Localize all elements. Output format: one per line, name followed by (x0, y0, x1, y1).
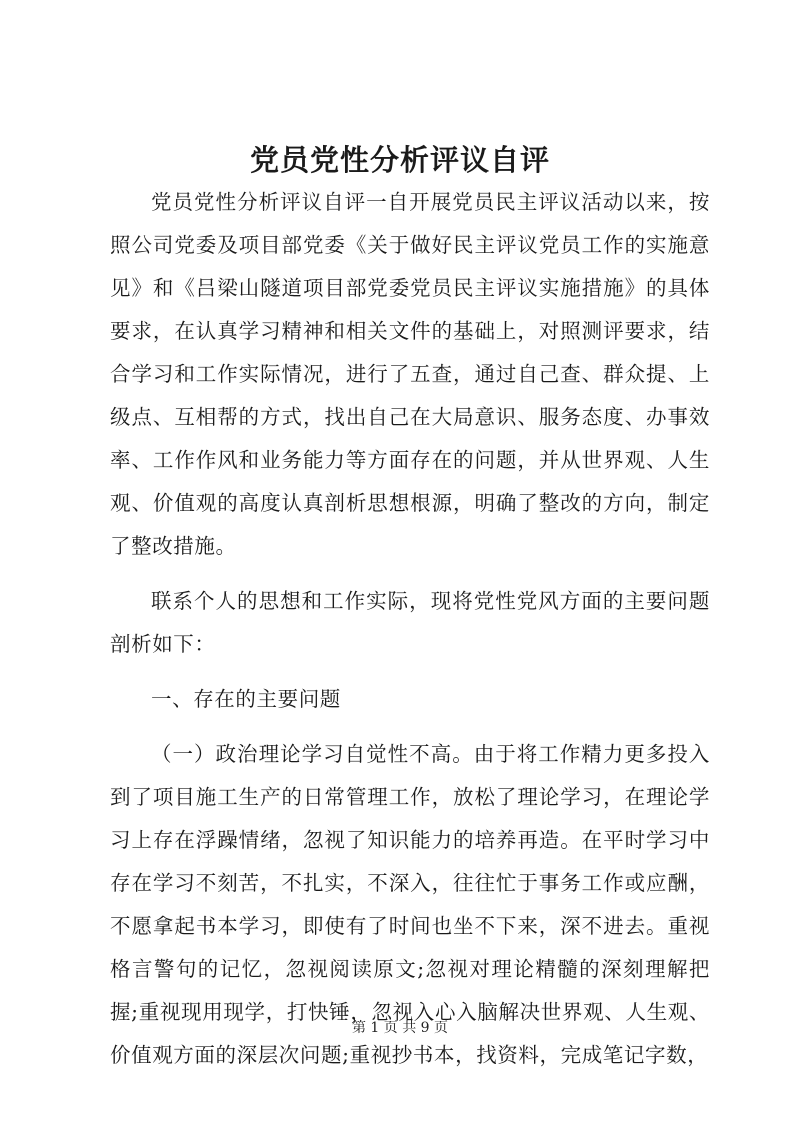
paragraph-spacer (110, 721, 710, 733)
paragraph-problem-1: （一）政治理论学习自觉性不高。由于将工作精力更多投入到了项目施工生产的日常管理工作，放松了理论学习，在理论学习上存在浮躁情绪，忽视了知识能力的培养再造。在平时学习中存在学习不刻苦，不扎实，不深入，往往忙于事务工作或应酬，不愿拿起书本学习，即使有了时间也坐不下来，深不进去。重视格言警句的记忆，忽视阅读原文;忽视对理论精髓的深刻理解把握;重视现用现学，打快锤，忽视入心入脑解决世界观、人生观、价值观方面的深层次问题;重视抄书本，找资料，完成笔记字数， (110, 742, 710, 1067)
paragraph-spacer (110, 568, 710, 580)
section-heading-main-problems: 一、存在的主要问题 (151, 687, 341, 711)
document-body (110, 181, 710, 1077)
paragraph-analysis-lead: 联系个人的思想和工作实际，现将党性党风方面的主要问题剖析如下： (110, 589, 710, 656)
paragraph-intro: 党员党性分析评议自评一自开展党员民主评议活动以来，按照公司党委及项目部党委《关于做好民主评议党员工作的实施意见》和《吕梁山隧道项目部党委党员民主评议实施措施》的具体要求，在认真学习精神和相关文件的基础上，对照测评要求，结合学习和工作实际情况，进行了五查，通过自己查、群众提、上级点、互相帮的方式，找出自己在大局意识、服务态度、办事效率、工作作风和业务能力等方面存在的问题，并从世界观、人生观、价值观的高度认真剖析思想根源，明确了整改的方向，制定了整改措施。 (110, 190, 710, 558)
paragraph-spacer (110, 666, 710, 678)
document-title: 党员党性分析评议自评 (249, 143, 550, 177)
page-footer: 第 1 页 共 9 页 (351, 1020, 449, 1036)
